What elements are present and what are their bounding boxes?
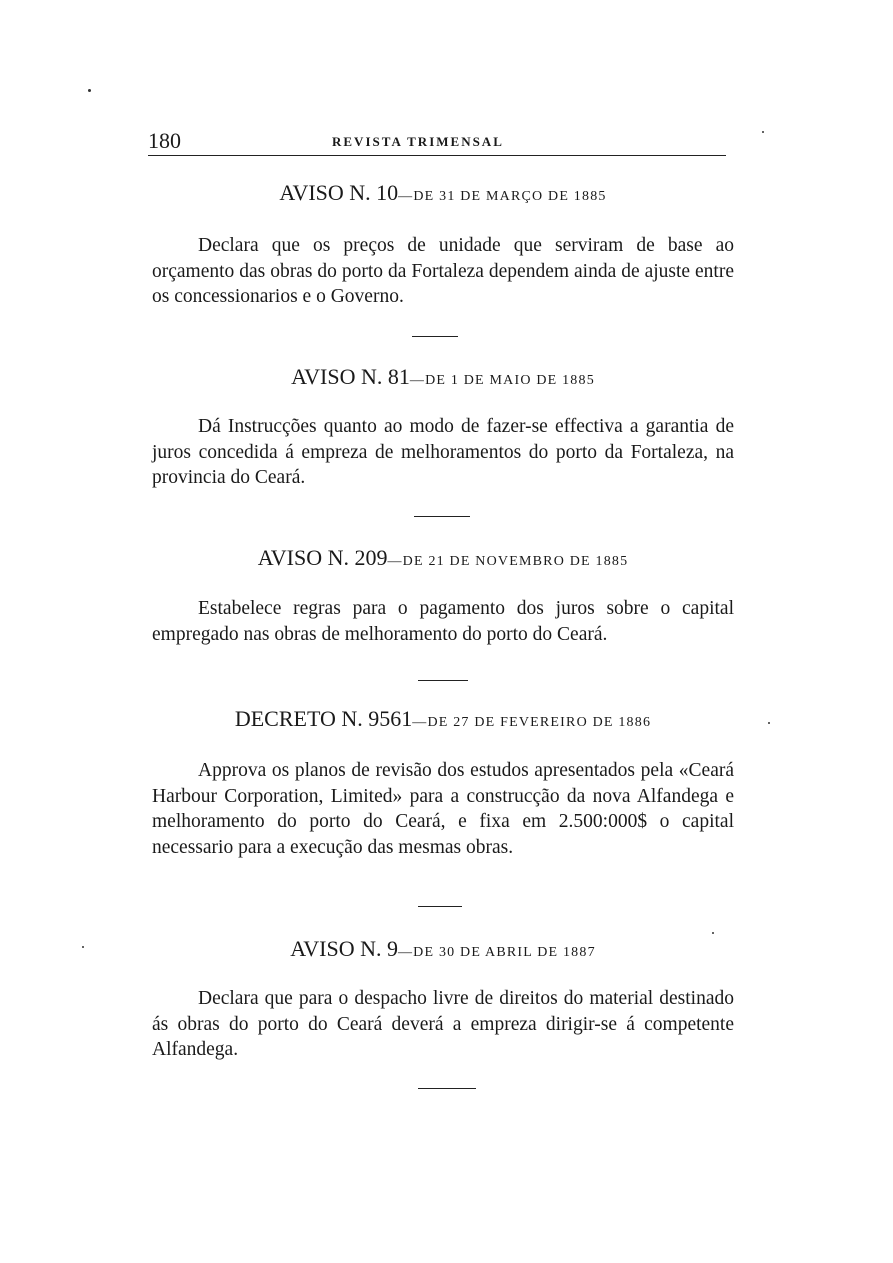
entry-text: Declara que para o despacho livre de direitos do material destinado ás obras do porto do Ceará deverá a empreza dirigir-se á competente Alfandega. — [152, 988, 734, 1060]
entry-heading — [148, 706, 738, 732]
entry-heading — [148, 545, 738, 571]
scan-speck — [762, 131, 764, 133]
scan-speck — [768, 722, 770, 724]
entry-date: —DE 21 DE NOVEMBRO DE 1885 — [387, 554, 629, 569]
entry-title: AVISO N. — [279, 180, 371, 205]
running-title: REVISTA TRIMENSAL — [332, 134, 504, 149]
separator-rule — [412, 336, 458, 337]
entry-title: AVISO N. — [257, 545, 349, 570]
page-header — [148, 128, 728, 154]
entry-text: Estabelece regras para o pagamento dos juros sobre o capital empregado nas obras de melhoramento do porto do Ceará. — [152, 598, 734, 645]
separator-rule — [414, 516, 470, 517]
entry-date: —DE 1 DE MAIO DE 1885 — [409, 373, 595, 388]
entry-title: DECRETO N. — [234, 706, 363, 731]
entry-heading — [148, 180, 738, 206]
separator-rule — [418, 680, 468, 681]
entry-text: Dá Instrucções quanto ao modo de fazer-se effectiva a garantia de juros concedida á empreza de melhoramentos do porto da Fortaleza, na provincia do Ceará. — [152, 416, 734, 488]
entry-heading — [148, 364, 738, 390]
scan-speck — [88, 89, 91, 92]
entry-date: —DE 27 DE FEVEREIRO DE 1886 — [412, 715, 652, 730]
separator-rule — [418, 906, 462, 907]
entry-number: 10 — [376, 180, 399, 205]
separator-rule — [418, 1088, 476, 1089]
entry-number: 9561 — [368, 706, 413, 731]
entry-number: 81 — [387, 364, 410, 389]
entry-number: 9 — [386, 936, 398, 961]
entry-date: —DE 30 DE ABRIL DE 1887 — [397, 945, 596, 960]
entry-title: AVISO N. — [291, 364, 383, 389]
entry-number: 209 — [354, 545, 388, 570]
scan-speck — [712, 932, 714, 934]
entry-text: Declara que os preços de unidade que serviram de base ao orçamento das obras do porto da Fortaleza dependem ainda de ajuste entre os concessionarios e o Governo. — [152, 235, 734, 307]
entry-title: AVISO N. — [290, 936, 382, 961]
entry-heading — [148, 936, 738, 962]
header-rule — [148, 155, 726, 156]
scan-speck — [82, 946, 84, 948]
entry-text: Approva os planos de revisão dos estudos apresentados pela «Ceará Harbour Corporation, Limited» para a construcção da nova Alfandega e melhoramento do porto do Ceará, e fixa em 2.500:000$ o capital necessario para a execução das mesmas obras. — [152, 760, 734, 858]
page-number: 180 — [148, 128, 181, 153]
entry-date: —DE 31 DE MARÇO DE 1885 — [398, 189, 607, 204]
